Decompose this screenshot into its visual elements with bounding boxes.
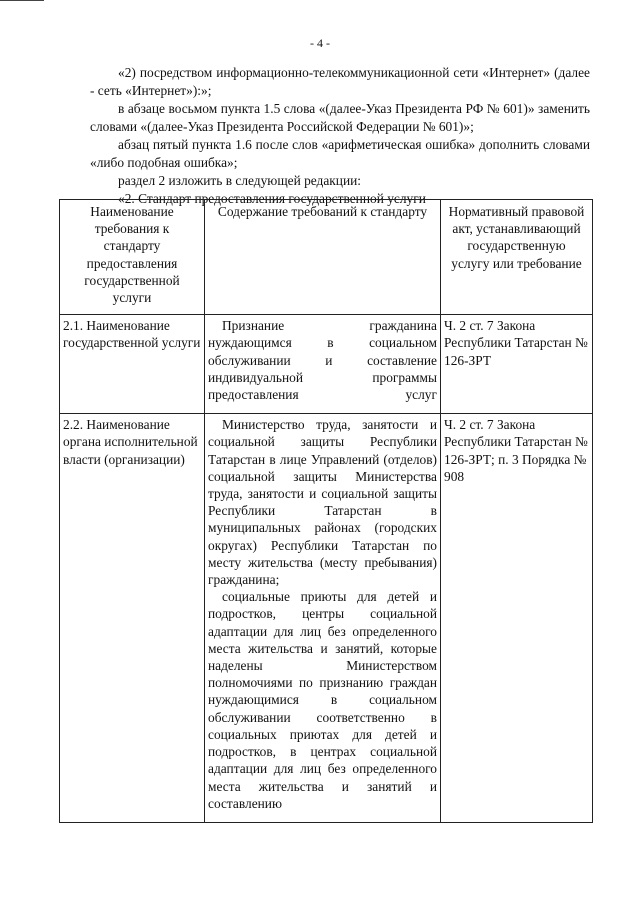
row-requirement-content [205,315,441,414]
header-requirement-name: Наименование требования к стандарту предоставления государственной услуги [60,200,205,315]
scan-corner-mark [0,0,44,7]
header-requirement-content: Содержание требований к стандарту [205,200,441,315]
row-legal-act: Ч. 2 ст. 7 Закона Республики Татарстан № 126-ЗРТ [441,315,593,414]
document-body [90,64,590,208]
content-paragraph: Признание гражданина нуждающимся в социальном обслуживании и составление индивидуальной программы предоставления услуг [208,318,437,403]
row-requirement-content [205,414,441,823]
paragraph-point-1-5: в абзаце восьмом пункта 1.5 слова «(далее-Указ Президента РФ № 601)» заменить словами «(далее-Указ Президента Российской Федерации № 601)»; [90,101,590,134]
paragraph-internet-clause: «2) посредством информационно-телекоммуникационной сети «Интернет» (далее - сеть «Интернет»):»; [90,65,590,98]
service-standard-table [59,199,593,823]
row-legal-act: Ч. 2 ст. 7 Закона Республики Татарстан № 126-ЗРТ; п. 3 Порядка № 908 [441,414,593,823]
table-header-row [60,200,593,315]
row-requirement-name: 2.1. Наименование государственной услуги [60,315,205,414]
row-requirement-name: 2.2. Наименование органа исполнительной власти (организации) [60,414,205,823]
content-paragraph: социальные приюты для детей и подростков, центры социальной адаптации для лиц без определенного места жительства и занятий, которые наделены Министерством полномочиями по признанию граждан нуждающимися в социальном обслуживании соответственно в социальных приютах для детей и подростков, в центрах социальной адаптации для лиц без определенного места жительства и занятий и составлению [208,589,437,811]
paragraph-point-1-6: абзац пятый пункта 1.6 после слов «арифметическая ошибка» дополнить словами «либо подобная ошибка»; [90,137,590,170]
page-number: - 4 - [310,36,330,50]
paragraph-section-2-intro: раздел 2 изложить в следующей редакции: [118,173,362,188]
header-legal-act: Нормативный правовой акт, устанавливающий государственную услугу или требование [441,200,593,315]
table-row [60,414,593,823]
content-paragraph: Министерство труда, занятости и социальной защиты Республики Татарстан в лице Управлений (отделов) социальной защиты Министерства труда, занятости и социальной защиты Республики Татарстан в муниципальных районах (городских округах) Республики Татарстан по месту жительства (месту пребывания) гражданина; [208,417,437,588]
section-2-heading: «2. Стандарт предоставления государственной услуги [118,191,426,206]
table-row [60,315,593,414]
